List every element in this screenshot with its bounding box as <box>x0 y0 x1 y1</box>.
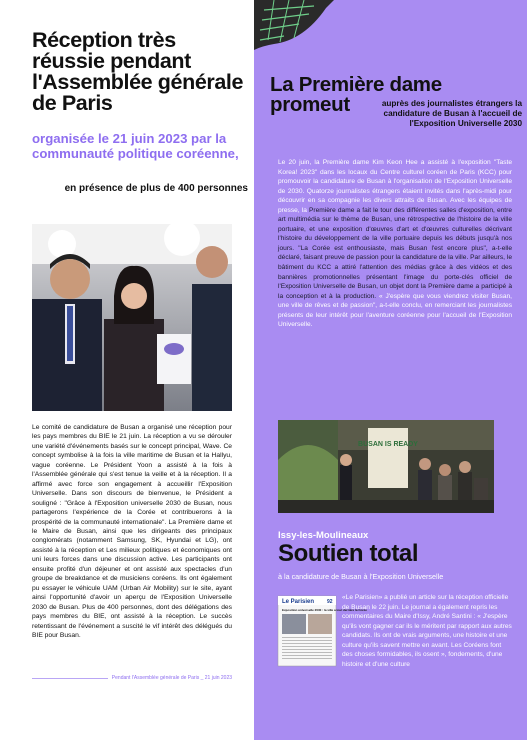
section-kicker: Issy-les-Moulineaux <box>278 530 369 541</box>
left-headline: Réception très réussie pendant l'Assemblée générale de Paris <box>32 28 244 115</box>
right-deck: auprès des journalistes étrangers la candidature de Busan à l'accueil de l'Exposition Universelle 2030 <box>381 99 522 128</box>
right-headline-line2: promeut <box>270 93 350 116</box>
newspaper-illustration <box>278 596 367 666</box>
right-article-body <box>278 158 512 330</box>
right-headline-line1: La Première dame <box>270 73 442 96</box>
left-subtitle: organisée le 21 juin 2023 par la communauté politique coréenne, <box>32 131 239 161</box>
right-body-middle: Première dame a fait le tour des différentes salles d'exposition, entre art multimédia sur le thème de Busan, une rétrospective de l'histoire de la ville portuaire, et une exposition d'œuvres d'art et d'œuvres culturelles décrivant l'histoire du développement de la ville portuaire depuis les débuts jusqu'à nos jours. "La Corée est enthousiaste, mais Busan l'est encore plus", a-t-elle déclaré, faisant preuve de passion pour la candidature de la ville. Par ailleurs, le bâtiment du KCC a attiré l'attention des médias grâce à des vidéos et des bannières promotionnelles présentant l'image du porte-clés officiel de l'Exposition Universelle de Busan, un objet dont la Première dame a participé à la conception et à la production. <box>278 206 512 300</box>
newspaper-masthead: Le Parisien <box>282 599 315 605</box>
right-body-intro: Le 20 juin, la Première dame Kim Keon Hee a assisté à l'exposition "Taste Korea! 2023" dans les locaux du Centre culturel coréen de Paris (KCC) pour promouvoir la candidature de Busan à l'organisation de l'Exposition Universelle de 2030. Quatorze journalistes étrangers étaient invités dans l'après-midi pour découvrir en sa compagnie les divers attraits de Busan. Avec les équipes de presse, la <box>278 159 512 214</box>
footer-rule <box>32 678 108 679</box>
reception-photo-illustration <box>32 224 232 411</box>
reception-photo <box>32 224 232 411</box>
right-column <box>254 0 527 740</box>
right-body-end: « J'espère que vous viendrez visiter Busan, une ville de rêves et de passion", a-t-elle conclu, en remerciant les journalistes présents de leur intérêt pour l'aventure coréenne pour l'accueil de l'Exposition Universelle. <box>278 292 512 329</box>
left-footer <box>32 675 232 681</box>
newspaper-page-number: 92 <box>327 599 333 605</box>
exhibition-photo <box>278 420 494 513</box>
left-column <box>0 0 254 740</box>
section-deck: à la candidature de Busan à l'Exposition Universelle <box>278 572 444 581</box>
footer-caption: Pendant l'Assemblée générale de Paris _ 21 juin 2023 <box>111 675 232 681</box>
exhibition-photo-illustration <box>278 420 494 513</box>
banner-text: BUSAN IS READY <box>358 441 418 448</box>
issy-body-text: «Le Parisien» a publié un article sur la réception officielle de Busan le 22 juin. Le journal a également repris les commentaires du Maire d'Issy, André Santini : « J'espère qu'ils vont gagner car ils le méritent par rapport aux autres candidats. Ils ont de vrais arguments, une histoire et une culture qu'ils savent mettre en avant. Les Coréens font des choses formidables, ils osent », fondements, d'une histoire et d'une culture <box>342 594 512 668</box>
newspaper-headline: Exposition universelle 2030 : la ville a tout derrière la Corée <box>282 608 367 612</box>
decorative-ornament <box>254 0 334 50</box>
issy-article-body <box>342 593 512 669</box>
section-title: Soutien total <box>278 540 419 567</box>
left-article-body: Le comité de candidature de Busan a organisé une réception pour les pays membres du BIE le 21 juin. La réception a vu se dérouler une variété d'événements basés sur le concept principal, Wave. Ce concept symbolise à la fois la ville maritime de Busan et la Hallyu, vague coréenne. Le Président Yoon a assisté à la fois à l'Assemblée générale qui s'est tenue la veille et à la réception. Il a affirmé avec force son engagement à accueillir l'Exposition Universelle. Dans son discours de bienvenue, le Président a souligné : "Grâce à l'Exposition universelle 2030 de Busan, nous partagerons l'expérience de la Corée et contribuerons à la prospérité de la communauté internationale". La Première dame et le Maire de Busan, ainsi que les dirigeants des principaux conglomérats (notamment Samsung, SK, Hyundai et LG), ont assisté à la réception et Les milieux politiques et économiques ont uni leurs forces dans une discussion active. Les participants ont ensuite profité d'un déjeuner et ont assisté aux spectacles d'un groupe de breakdance et de musiciens coréens. Ils ont également pu essayer le véhicule UAM (Urban Air Mobility) sur le site, ayant ainsi l'opportunité d'avoir un aperçu de l'Exposition Universelle 2030 de Busan. Plus de 400 personnes, dont des délégations des pays membres du BIE, ont assisté à la réception. Le succès retentissant de l'événement a suscité le vif intérêt des délégués du BIE pour Busan. <box>32 424 232 639</box>
newspaper-clipping <box>278 596 367 666</box>
left-subtitle-secondary: en présence de plus de 400 personnes <box>64 183 248 194</box>
